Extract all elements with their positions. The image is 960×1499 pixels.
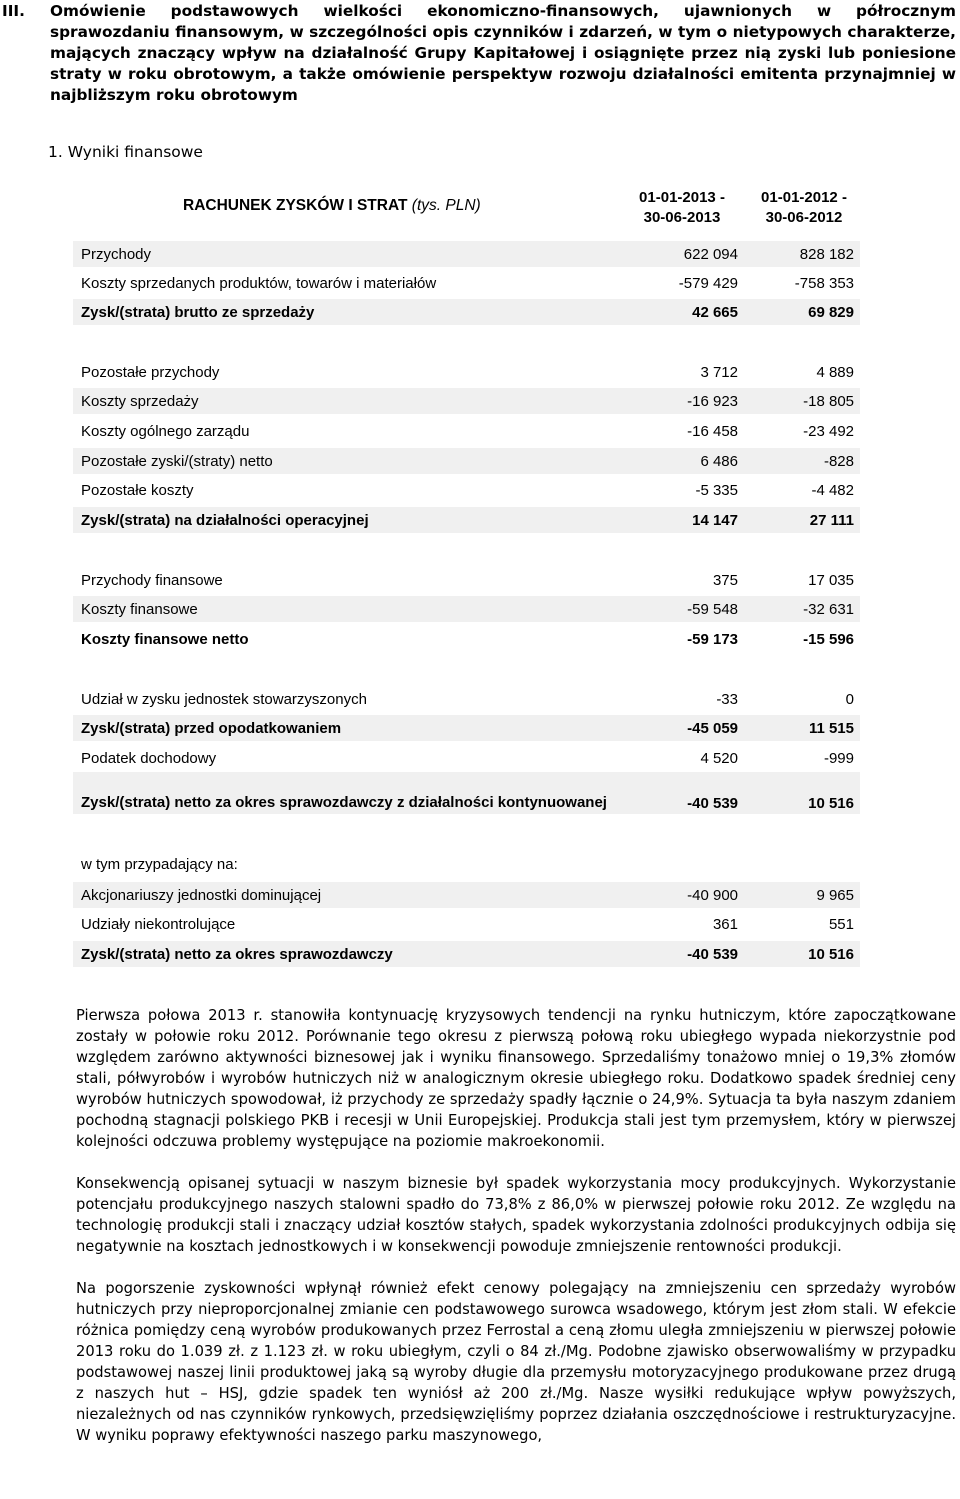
table-header	[73, 183, 860, 229]
row-label: Zysk/(strata) netto za okres sprawozdawczy z działalności kontynuowanej	[81, 794, 607, 811]
row-value-2012: 69 829	[808, 303, 854, 321]
row-value-2012: 11 515	[808, 719, 854, 737]
row-value-2012: 4 889	[816, 363, 854, 381]
subsection-heading: 1. Wyniki finansowe	[48, 143, 203, 161]
row-label: Koszty finansowe	[81, 600, 198, 618]
table-row	[73, 596, 860, 622]
row-value-2013: -40 900	[687, 886, 738, 904]
row-label: Zysk/(strata) brutto ze sprzedaży	[81, 303, 315, 321]
table-row	[73, 507, 860, 533]
table-row	[73, 941, 860, 967]
table-row	[73, 715, 860, 741]
section-title: Omówienie podstawowych wielkości ekonomiczno-finansowych, ujawnionych w półrocznym sprawozdaniu finansowym, w szczególności opis czynników i zdarzeń, w tym o nietypowych charakterze, mających znaczący wpływ na działalność Grupy Kapitałowej i osiągnięte przez nią zyski lub poniesione straty w roku obrotowym, a także omówienie perspektyw rozwoju działalności emitenta przynajmniej w najbliższym roku obrotowym	[50, 2, 956, 104]
table-row	[73, 448, 860, 474]
table-title-text: RACHUNEK ZYSKÓW I STRAT	[183, 197, 408, 214]
row-label: Koszty ogólnego zarządu	[81, 422, 250, 440]
row-label: Udziały niekontrolujące	[81, 915, 236, 933]
row-value-2013: 622 094	[683, 245, 738, 263]
column-header-2013	[623, 188, 741, 228]
row-label: Zysk/(strata) przed opodatkowaniem	[81, 719, 342, 737]
row-label: Podatek dochodowy	[81, 749, 217, 767]
column-header-2012-line1: 01-01-2012 -	[761, 189, 847, 206]
row-label: Pozostałe przychody	[81, 363, 220, 381]
row-value-2013: -5 335	[695, 481, 738, 499]
row-label: Pozostałe zyski/(straty) netto	[81, 452, 273, 470]
row-label: Koszty sprzedaży	[81, 392, 199, 410]
table-row	[73, 359, 860, 385]
table-title	[183, 197, 481, 215]
row-value-2012: 10 516	[808, 795, 854, 812]
row-value-2013: 42 665	[692, 303, 738, 321]
table-row	[73, 388, 860, 414]
row-label: Koszty finansowe netto	[81, 630, 249, 648]
row-value-2012: -15 596	[803, 630, 854, 648]
row-label: Zysk/(strata) netto za okres sprawozdawczy	[81, 945, 393, 963]
row-value-2012: 27 111	[809, 511, 854, 529]
table-row	[73, 772, 860, 814]
row-value-2012: 0	[845, 690, 854, 708]
column-header-2012	[745, 188, 863, 228]
row-value-2013: -40 539	[687, 945, 738, 963]
table-row	[73, 745, 860, 771]
row-value-2012: -4 482	[811, 481, 854, 499]
row-value-2012: -999	[823, 749, 854, 767]
row-value-2013: 14 147	[692, 511, 738, 529]
income-statement-table	[73, 183, 860, 963]
row-value-2012: -18 805	[803, 392, 854, 410]
row-value-2012: 17 035	[808, 571, 854, 589]
row-value-2012: 551	[828, 915, 854, 933]
section-heading	[0, 1, 956, 106]
row-value-2013: -579 429	[678, 274, 738, 292]
table-row	[73, 241, 860, 267]
table-row	[73, 626, 860, 652]
row-value-2013: -59 548	[687, 600, 738, 618]
row-value-2012: 10 516	[808, 945, 854, 963]
row-value-2013: -59 173	[687, 630, 738, 648]
row-label: Akcjonariuszy jednostki dominującej	[81, 886, 322, 904]
paragraph: Na pogorszenie zyskowności wpłynął również efekt cenowy polegający na zmniejszeniu cen sprzedaży wyrobów hutniczych przy nieproporcjonalnej zmianie cen podstawowego surowca wsadowego, którym jest złom stali. W efekcie różnica pomiędzy ceną wyrobów produkowanych przez Ferrostal a ceną złomu uległa zmniejszeniu w pierwszej połowie 2013 roku do 1.039 zł. z 1.123 zł. w roku ubiegłym, czyli o 84 zł./Mg. Podobne zjawisko obserwowaliśmy w przypadku podstawowej naszej linii produktowej jaką są wyroby długie dla przemysłu motoryzacyjnego produkowane przez drugą z naszych hut – HSJ, gdzie spadek ten wyniósł aż 200 zł./Mg. Nasze wysiłki redukujące wpływ powyższych, niezależnych od nas czynników rynkowych, przedsięwzięliśmy poprzez działania oszczędnościowe i restrukturyzacyjne. W wyniku poprawy efektywności naszego parku maszynowego,	[76, 1280, 956, 1444]
table-row	[73, 477, 860, 503]
column-header-2013-line1: 01-01-2013 -	[639, 189, 725, 206]
row-value-2013: 6 486	[700, 452, 738, 470]
table-row	[73, 882, 860, 908]
table-row	[73, 418, 860, 444]
table-row	[73, 567, 860, 593]
table-row	[73, 270, 860, 296]
row-label: Przychody	[81, 245, 152, 263]
row-value-2012: -23 492	[803, 422, 854, 440]
row-value-2013: -33	[716, 690, 738, 708]
row-label: Udział w zysku jednostek stowarzyszonych	[81, 690, 367, 708]
row-value-2012: 9 965	[816, 886, 854, 904]
column-header-2012-line2: 30-06-2012	[765, 209, 843, 226]
row-value-2013: 361	[712, 915, 738, 933]
table-unit: (tys. PLN)	[411, 197, 481, 214]
row-label: Pozostałe koszty	[81, 481, 194, 499]
row-value-2013: 4 520	[700, 749, 738, 767]
row-value-2013: -16 923	[687, 392, 738, 410]
row-value-2013: -40 539	[687, 795, 738, 812]
table-row	[73, 299, 860, 325]
row-value-2013: -16 458	[687, 422, 738, 440]
row-label: Koszty sprzedanych produktów, towarów i materiałów	[81, 274, 437, 292]
row-value-2013: 3 712	[700, 363, 738, 381]
row-label: w tym przypadający na:	[81, 855, 238, 873]
row-value-2013: -45 059	[687, 719, 738, 737]
row-label: Przychody finansowe	[81, 571, 223, 589]
row-value-2013: 375	[712, 571, 738, 589]
table-row	[73, 851, 860, 877]
table-row	[73, 911, 860, 937]
row-value-2012: -828	[823, 452, 854, 470]
row-value-2012: -32 631	[803, 600, 854, 618]
paragraph: Pierwsza połowa 2013 r. stanowiła kontynuację kryzysowych tendencji na rynku hutniczym, które zapoczątkowane zostały w połowie roku 2012. Porównanie tego okresu z pierwszą połową roku ubiegłego wypada niekorzystnie pod względem zarówno aktywności biznesowej jak i wyniku finansowego. Sprzedaliśmy tonażowo mniej o 19,3% złomów stali, półwyrobów i wyrobów hutniczych niż w analogicznym okresie ubiegłego roku. Dodatkowo spadek średniej ceny wyrobów hutniczych spowodował, iż przychody ze sprzedaży spadły łącznie o 24,9%. Sytuacja ta była naszym zdaniem pochodną stagnacji polskiego PKB i recesji w Unii Europejskiej. Produkcja stali jest tym przemysłem, który w pierwszej kolejności odczuwa problemy występujące na poziomie makroekonomii.	[76, 1007, 956, 1150]
commentary	[76, 1005, 956, 1467]
row-value-2012: -758 353	[794, 274, 854, 292]
row-value-2012: 828 182	[799, 245, 854, 263]
section-number: III.	[2, 2, 25, 20]
table-row	[73, 686, 860, 712]
paragraph: Konsekwencją opisanej sytuacji w naszym biznesie był spadek wykorzystania mocy produkcyjnych. Wykorzystanie potencjału produkcyjnego naszych stalowni spadło do 73,8% z 86,0% w pierwszej połowie roku 2012. Ze względu na technologię produkcji stali i znaczący udział kosztów stałych, spadek wykorzystania zdolności produkcyjnych odbija się negatywnie na kosztach jednostkowych i w konsekwencji powoduje zmniejszenie rentowności produkcji.	[76, 1175, 956, 1255]
column-header-2013-line2: 30-06-2013	[643, 209, 721, 226]
row-label: Zysk/(strata) na działalności operacyjnej	[81, 511, 369, 529]
